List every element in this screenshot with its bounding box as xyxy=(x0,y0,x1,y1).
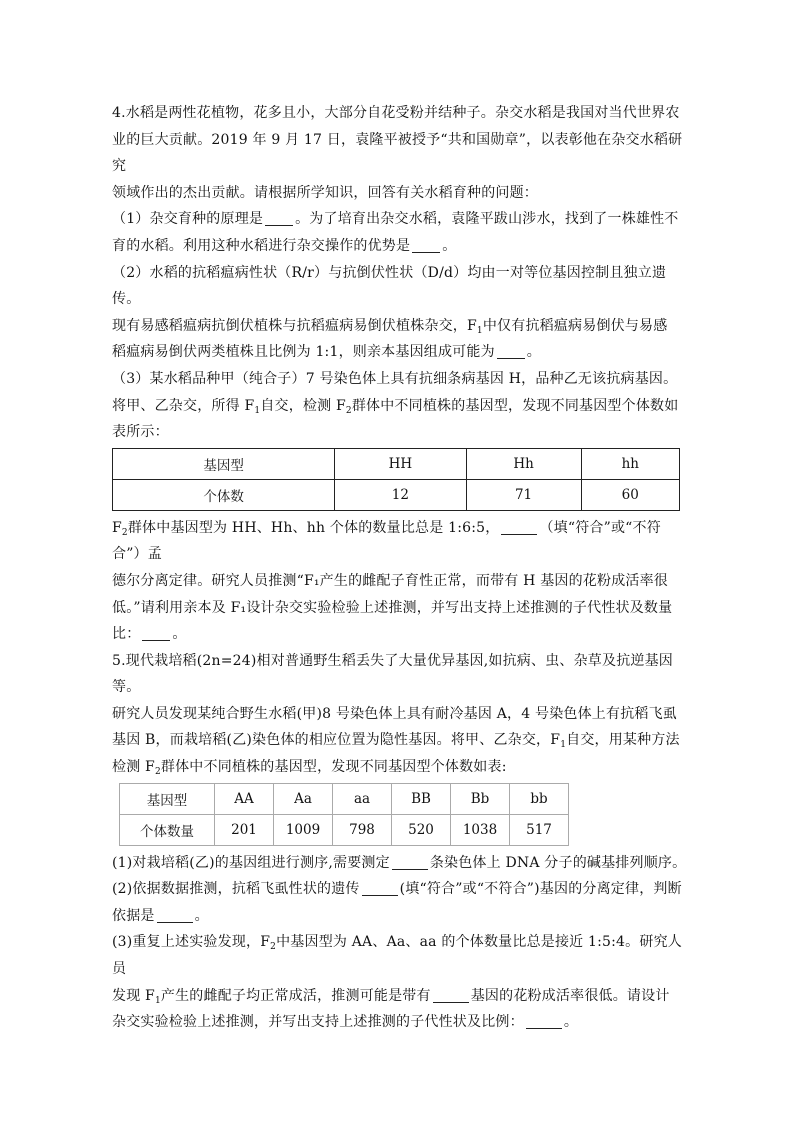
subscript: 1 xyxy=(476,325,483,336)
q5-genotype-table xyxy=(119,783,569,846)
subscript: 1 xyxy=(560,740,567,751)
table-row xyxy=(120,814,569,845)
table-cell: BB xyxy=(392,783,451,814)
table-cell: AA xyxy=(215,783,274,814)
q4-part1-line1 xyxy=(112,206,687,233)
table-cell: Aa xyxy=(274,783,333,814)
table-cell: aa xyxy=(333,783,392,814)
q4-part3-text-b: 自交，检测 F xyxy=(260,397,346,414)
text: 基因的花粉成活率很低。请设计 xyxy=(470,987,670,1004)
table-cell: 517 xyxy=(510,814,569,845)
q5-line2: 研究人员发现某纯合野生水稻(甲)8 号染色体上具有耐冷基因 A，4 号染色体上有抗稻飞虱 xyxy=(112,705,677,722)
table-cell: 60 xyxy=(581,479,679,510)
q5-sub2-line2 xyxy=(112,903,687,930)
q4-part1-text-b: 。为了培育出杂交水稻，袁隆平跋山涉水，找到了一株雄性不 xyxy=(295,211,679,228)
q4-part1-text-c: 育的水稻。利用这种水稻进行杂交操作的优势是 xyxy=(112,237,411,254)
text: (填“符合”或“不符合”)基因的分离定律，判断 xyxy=(399,881,682,898)
q5-line3 xyxy=(112,727,687,754)
q4-part2-line3 xyxy=(112,339,687,366)
q5-sub3-line1 xyxy=(112,929,687,982)
text: 条染色体上 DNA 分子的碱基排列顺序。 xyxy=(429,854,687,871)
q4-part2-line2 xyxy=(112,313,687,340)
q4-part3-line1: （3）某水稻品种甲（纯合子）7 号染色体上具有抗细条病基因 H，品种乙无该抗病基因。 xyxy=(112,370,678,387)
text: 基因 B，而栽培稻(乙)染色体的相应位置为隐性基因。将甲、乙杂交，F xyxy=(112,732,561,749)
answer-blank[interactable] xyxy=(362,879,398,896)
subscript: 2 xyxy=(121,527,128,538)
q4-part2-text-a: 现有易感稻瘟病抗倒伏植株与抗稻瘟病易倒伏植株杂交，F xyxy=(112,317,477,334)
text: (3)重复上述实验发现，F xyxy=(112,934,271,951)
answer-blank[interactable] xyxy=(157,906,193,923)
text: 。 xyxy=(172,626,187,643)
table-cell: 71 xyxy=(466,479,581,510)
text: 检测 F xyxy=(112,759,155,776)
q4-genotype-table xyxy=(112,448,680,511)
text: (1)对栽培稻(乙)的基因组进行测序,需要测定 xyxy=(112,854,390,871)
table-header-row xyxy=(113,448,680,479)
answer-blank[interactable] xyxy=(392,853,428,870)
q4-part1-text-d: 。 xyxy=(442,237,457,254)
table-cell: 个体数 xyxy=(113,479,335,510)
answer-blank[interactable] xyxy=(497,342,525,359)
q4-part3-text-a: 将甲、乙杂交，所得 F xyxy=(112,397,255,414)
q4-part2-text-d: 。 xyxy=(526,344,541,361)
q4-part2-text-b: 中仅有抗稻瘟病易倒伏与易感 xyxy=(482,317,668,334)
table-cell: 基因型 xyxy=(120,783,215,814)
q4-part2-line1: （2）水稻的抗稻瘟病性状（R/r）与抗倒伏性状（D/d）均由一对等位基因控制且独立遗传。 xyxy=(112,264,667,308)
q5-sub1 xyxy=(112,850,687,877)
table-cell: 798 xyxy=(333,814,392,845)
table-cell: 12 xyxy=(335,479,466,510)
table-cell: 201 xyxy=(215,814,274,845)
q5-line4 xyxy=(112,754,687,781)
answer-blank[interactable] xyxy=(501,518,537,535)
table-row xyxy=(113,479,680,510)
text: 发现 F xyxy=(112,987,155,1004)
q4-intro-line1: 4.水稻是两性花植物，花多且小，大部分自花受粉并结种子。杂交水稻是我国对当代世界农 xyxy=(112,105,680,121)
q4-intro-line2: 业的巨大贡献。2019 年 9 月 17 日，袁隆平被授予“共和国勋章”，以表彰他在杂交水稻研究 xyxy=(112,131,683,175)
q5-sub3-line3 xyxy=(112,1009,687,1036)
q4-part1-line2 xyxy=(112,233,687,260)
table-cell: hh xyxy=(581,448,679,479)
table-header-row xyxy=(120,783,569,814)
q5-line1: 5.现代栽培稻(2n=24)相对普通野生稻丢失了大量优异基因,如抗病、虫、杂草及抗逆基因等。 xyxy=(112,652,673,696)
table-cell: bb xyxy=(510,783,569,814)
q4-part1-text-a: （1）杂交育种的原理是 xyxy=(112,211,264,228)
text: 自交，用某种方法 xyxy=(566,732,680,749)
text: 。 xyxy=(563,1014,579,1031)
q4-part2-text-c: 稻瘟病易倒伏两类植株且比例为 1:1，则亲本基因组成可能为 xyxy=(112,344,495,361)
text: F xyxy=(112,519,122,536)
q4-after-line1 xyxy=(112,515,687,568)
table-cell: 基因型 xyxy=(113,448,335,479)
q4-part3-line2 xyxy=(112,393,687,420)
answer-blank[interactable] xyxy=(412,236,440,253)
subscript: 2 xyxy=(345,405,352,416)
subscript: 2 xyxy=(154,767,161,778)
answer-blank[interactable] xyxy=(265,209,293,226)
text: 杂交实验检验上述推测，并写出支持上述推测的子代性状及比例： xyxy=(112,1014,524,1031)
table-cell: 520 xyxy=(392,814,451,845)
table-cell: HH xyxy=(335,448,466,479)
text: 比： xyxy=(112,626,141,643)
subscript: 1 xyxy=(154,995,161,1006)
text: (2)依据数据推测，抗稻飞虱性状的遗传 xyxy=(112,881,360,898)
text: 。 xyxy=(194,907,209,924)
table-cell: Hh xyxy=(466,448,581,479)
answer-blank[interactable] xyxy=(142,624,170,641)
text: 产生的雌配子均正常成活，推测可能是带有 xyxy=(160,987,431,1004)
q4-after-line4 xyxy=(112,621,687,648)
q4-part3-text-c: 群体中不同植株的基因型，发现不同基因型个体数如 xyxy=(351,397,679,414)
table-cell: 1009 xyxy=(274,814,333,845)
answer-blank[interactable] xyxy=(433,986,469,1003)
text: 依据是 xyxy=(112,907,155,924)
document-page xyxy=(112,100,687,1036)
q4-after-line3: 低。”请利用亲本及 F₁设计杂交实验检验上述推测，并写出支持上述推测的子代性状及数量 xyxy=(112,599,673,616)
answer-blank[interactable] xyxy=(526,1012,562,1029)
q5-sub2-line1 xyxy=(112,876,687,903)
subscript: 1 xyxy=(254,405,261,416)
q4-intro-line3: 领域作出的杰出贡献。请根据所学知识，回答有关水稻育种的问题： xyxy=(112,184,538,201)
text: 中基因型为 AA、Aa、aa 的个体数量比总是接近 1:5:4。研究人员 xyxy=(112,934,682,978)
q4-after-line2: 德尔分离定律。研究人员推测“F₁产生的雌配子育性正常，而带有 H 基因的花粉成活率很 xyxy=(112,572,668,589)
subscript: 2 xyxy=(270,942,277,953)
q4-part3-line3: 表所示： xyxy=(112,424,169,441)
table-cell: Bb xyxy=(451,783,510,814)
q5-sub3-line2 xyxy=(112,983,687,1010)
table-cell: 个体数量 xyxy=(120,814,215,845)
text: 群体中基因型为 HH、Hh、hh 个体的数量比总是 1:6:5， xyxy=(127,519,500,536)
text: （填“符合”或“不符合”）孟 xyxy=(112,519,661,563)
table-cell: 1038 xyxy=(451,814,510,845)
text: 群体中不同植株的基因型，发现不同基因型个体数如表: xyxy=(160,759,507,776)
